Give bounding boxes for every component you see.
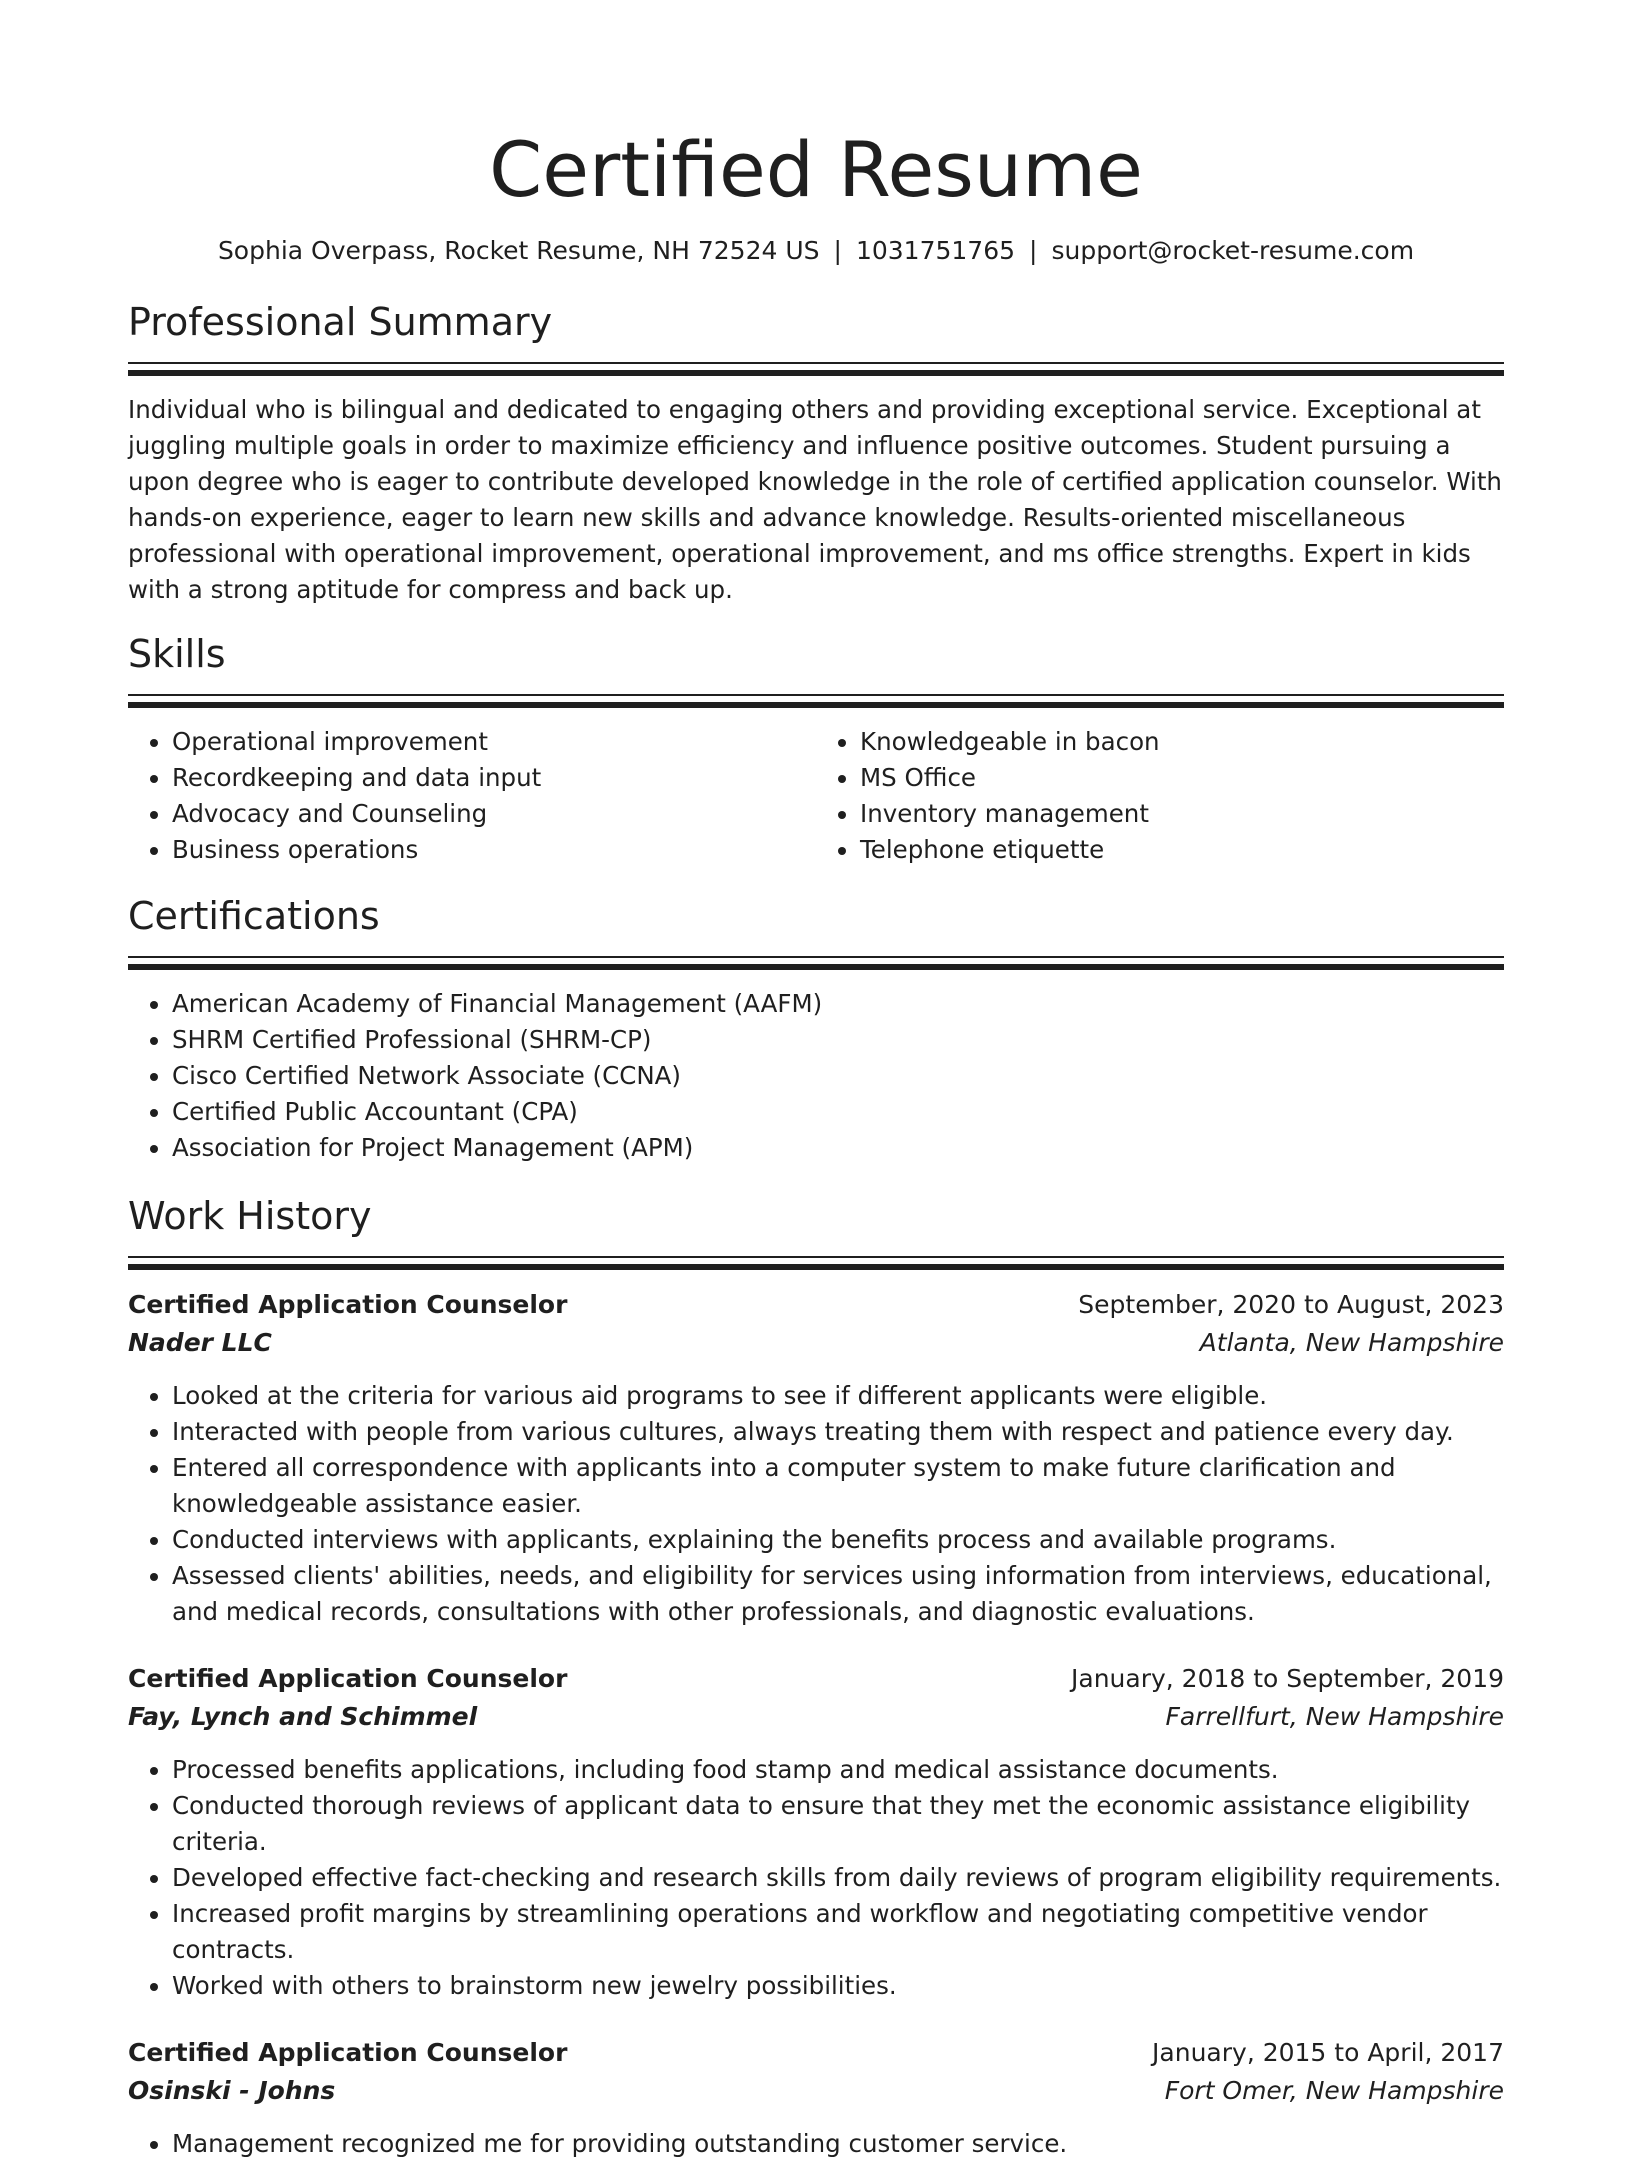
job-bullets bbox=[128, 2126, 1504, 2162]
section-divider bbox=[128, 956, 1504, 970]
job-company: Nader LLC bbox=[128, 1328, 272, 1357]
skill-item: • Advocacy and Counseling bbox=[172, 796, 816, 832]
section-divider bbox=[128, 694, 1504, 708]
certifications-section bbox=[128, 892, 1504, 1166]
job-company: Fay, Lynch and Schimmel bbox=[128, 1702, 478, 1731]
job-bullet: • Assessed clients' abilities, needs, and eligibility for services using information from interviews, educational, and medical records, consultations with other professionals, and diagnostic evaluations. bbox=[172, 1558, 1504, 1630]
contact-email[interactable]: support@rocket-resume.com bbox=[1051, 236, 1415, 265]
certification-item: • Association for Project Management (APM) bbox=[172, 1130, 1504, 1166]
job-title: Certified Application Counselor bbox=[128, 1664, 568, 1693]
job-title: Certified Application Counselor bbox=[128, 2038, 568, 2067]
summary-section bbox=[128, 298, 1504, 608]
certifications-list bbox=[128, 986, 1504, 1166]
certification-item: • SHRM Certified Professional (SHRM-CP) bbox=[172, 1022, 1504, 1058]
job-bullets bbox=[128, 1378, 1504, 1630]
job-location: Fort Omer, New Hampshire bbox=[1164, 2076, 1504, 2105]
job-entry bbox=[128, 1660, 1504, 2004]
job-header bbox=[128, 1286, 1504, 1324]
job-bullet: • Management recognized me for providing outstanding customer service. bbox=[172, 2126, 1504, 2162]
work-history-section bbox=[128, 1192, 1504, 2162]
contact-address: Sophia Overpass, Rocket Resume, NH 72524 US bbox=[217, 236, 820, 265]
job-entry bbox=[128, 1286, 1504, 1630]
summary-heading: Professional Summary bbox=[128, 300, 553, 344]
job-header bbox=[128, 1660, 1504, 1698]
job-bullet: • Developed effective fact-checking and research skills from daily reviews of program eligibility requirements. bbox=[172, 1860, 1504, 1896]
job-bullet: • Entered all correspondence with applicants into a computer system to make future clarification and knowledgeable assistance easier. bbox=[172, 1450, 1504, 1522]
contact-phone: 1031751765 bbox=[855, 236, 1016, 265]
skill-item: • Operational improvement bbox=[172, 724, 816, 760]
job-bullet: • Processed benefits applications, including food stamp and medical assistance documents. bbox=[172, 1752, 1504, 1788]
job-bullet: • Conducted thorough reviews of applicant data to ensure that they met the economic assistance eligibility criteria. bbox=[172, 1788, 1504, 1860]
resume-name: Certified Resume bbox=[489, 125, 1143, 214]
skills-heading: Skills bbox=[128, 632, 226, 676]
skills-section bbox=[128, 630, 1504, 868]
section-divider bbox=[128, 362, 1504, 376]
section-divider bbox=[128, 1256, 1504, 1270]
job-header bbox=[128, 2034, 1504, 2072]
skills-grid bbox=[128, 724, 1504, 868]
job-bullet: • Conducted interviews with applicants, explaining the benefits process and available programs. bbox=[172, 1522, 1504, 1558]
job-subheader bbox=[128, 1698, 1504, 1736]
skill-item: • Business operations bbox=[172, 832, 816, 868]
job-entry bbox=[128, 2034, 1504, 2162]
contact-separator: | bbox=[833, 236, 842, 265]
job-bullets bbox=[128, 1752, 1504, 2004]
job-dates: January, 2018 to September, 2019 bbox=[1071, 1664, 1504, 1693]
contact-separator: | bbox=[1029, 236, 1038, 265]
contact-line bbox=[128, 234, 1504, 268]
certification-item: • American Academy of Financial Management (AAFM) bbox=[172, 986, 1504, 1022]
job-dates: September, 2020 to August, 2023 bbox=[1078, 1290, 1504, 1319]
skill-item: • Recordkeeping and data input bbox=[172, 760, 816, 796]
job-company: Osinski - Johns bbox=[128, 2076, 336, 2105]
summary-text: Individual who is bilingual and dedicated to engaging others and providing exceptional service. Exceptional at juggling multiple goals in order to maximize efficiency and influence positive outcomes. Student pursuing a upon degree who is eager to contribute developed knowledge in the role of certified application counselor. With hands-on experience, eager to learn new skills and advance knowledge. Results-oriented miscellaneous professional with operational improvement, operational improvement, and ms office strengths. Expert in kids with a strong aptitude for compress and back up. bbox=[128, 395, 1502, 604]
job-subheader bbox=[128, 2072, 1504, 2110]
skills-list-right bbox=[816, 724, 1504, 868]
job-bullet: • Interacted with people from various cultures, always treating them with respect and patience every day. bbox=[172, 1414, 1504, 1450]
job-location: Farrellfurt, New Hampshire bbox=[1165, 1702, 1504, 1731]
skill-item: • Inventory management bbox=[860, 796, 1504, 832]
skill-item: • Telephone etiquette bbox=[860, 832, 1504, 868]
job-location: Atlanta, New Hampshire bbox=[1199, 1328, 1504, 1357]
certification-item: • Cisco Certified Network Associate (CCNA) bbox=[172, 1058, 1504, 1094]
job-bullet: • Looked at the criteria for various aid programs to see if different applicants were eligible. bbox=[172, 1378, 1504, 1414]
certification-item: • Certified Public Accountant (CPA) bbox=[172, 1094, 1504, 1130]
work-history-heading: Work History bbox=[128, 1194, 372, 1238]
job-subheader bbox=[128, 1324, 1504, 1362]
skill-item: • MS Office bbox=[860, 760, 1504, 796]
job-title: Certified Application Counselor bbox=[128, 1290, 568, 1319]
job-bullet: • Increased profit margins by streamlining operations and workflow and negotiating competitive vendor contracts. bbox=[172, 1896, 1504, 1968]
certifications-heading: Certifications bbox=[128, 894, 380, 938]
skills-list-left bbox=[128, 724, 816, 868]
job-bullet: • Worked with others to brainstorm new jewelry possibilities. bbox=[172, 1968, 1504, 2004]
resume-page bbox=[128, 0, 1504, 2162]
job-dates: January, 2015 to April, 2017 bbox=[1152, 2038, 1504, 2067]
skill-item: • Knowledgeable in bacon bbox=[860, 724, 1504, 760]
